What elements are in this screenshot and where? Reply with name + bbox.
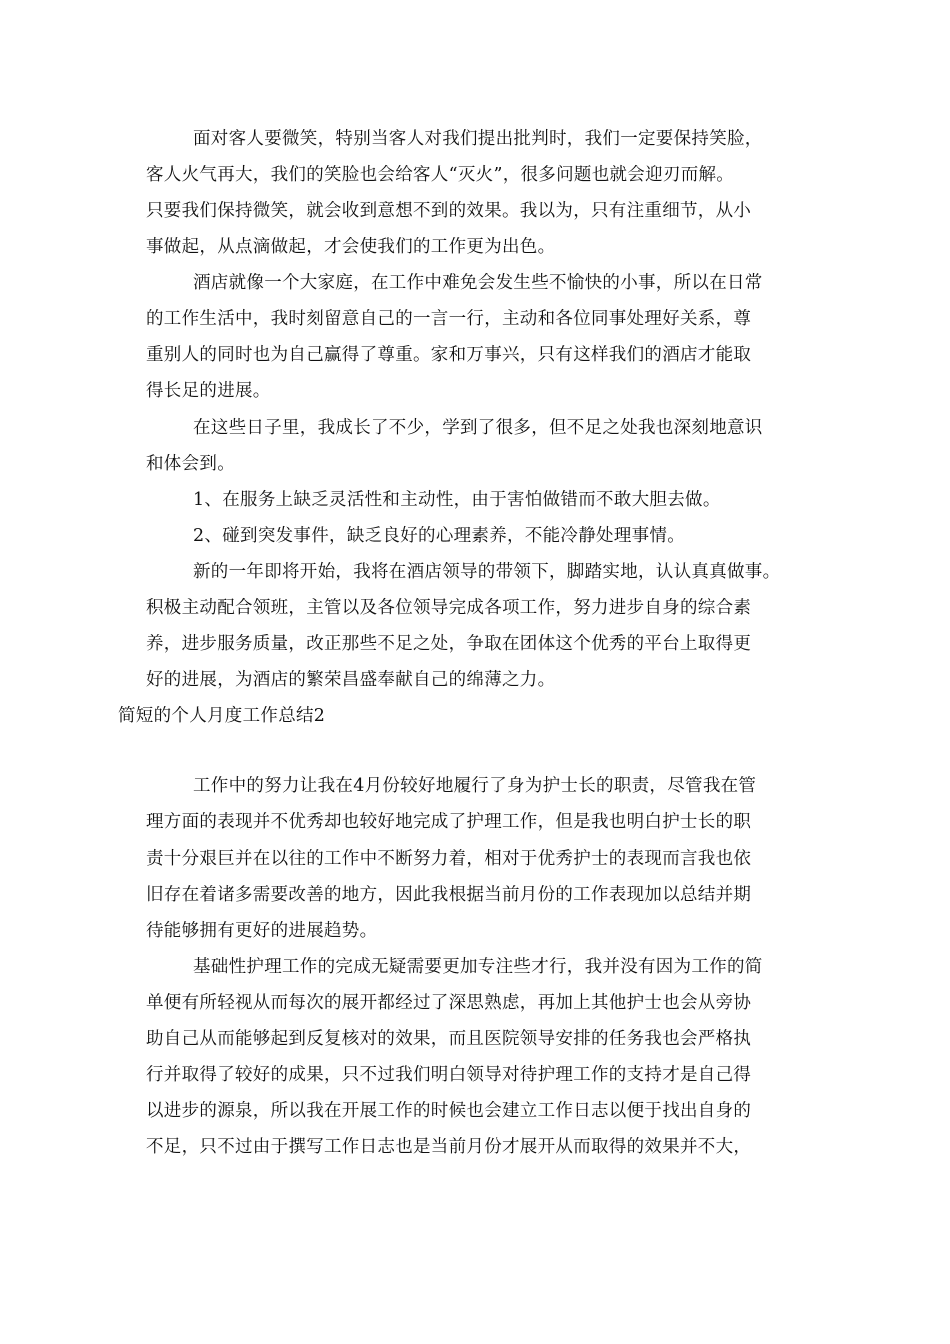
- text-line: 待能够拥有更好的进展趋势。: [146, 921, 378, 941]
- text-line: 重别人的同时也为自己赢得了尊重。家和万事兴，只有这样我们的酒店才能取: [146, 345, 752, 365]
- text-line: 2、碰到突发事件，缺乏良好的心理素养，不能冷静处理事情。: [193, 526, 686, 546]
- section-heading: 简短的个人月度工作总结2: [118, 706, 326, 726]
- text-line: 以进步的源泉，所以我在开展工作的时候也会建立工作日志以便于找出自身的: [146, 1101, 752, 1121]
- text-line: 面对客人要微笑，特别当客人对我们提出批判时，我们一定要保持笑脸，: [193, 129, 763, 149]
- text-line: 在这些日子里，我成长了不少，学到了很多，但不足之处我也深刻地意识: [193, 418, 763, 438]
- text-line: 理方面的表现并不优秀却也较好地完成了护理工作，但是我也明白护士长的职: [146, 812, 752, 832]
- text-line: 好的进展，为酒店的繁荣昌盛奉献自己的绵薄之力。: [146, 670, 556, 690]
- text-line: 客人火气再大，我们的笑脸也会给客人“灭火”，很多问题也就会迎刃而解。: [146, 165, 735, 185]
- text-line: 行并取得了较好的成果，只不过我们明白领导对待护理工作的支持才是自己得: [146, 1065, 752, 1085]
- text-line: 不足，只不过由于撰写工作日志也是当前月份才展开从而取得的效果并不大，: [146, 1137, 752, 1157]
- text-line: 只要我们保持微笑，就会收到意想不到的效果。我以为，只有注重细节，从小: [146, 201, 752, 221]
- text-line: 责十分艰巨并在以往的工作中不断努力着，相对于优秀护士的表现而言我也依: [146, 849, 752, 869]
- text-line: 得长足的进展。: [146, 381, 271, 401]
- text-line: 工作中的努力让我在4月份较好地履行了身为护士长的职责，尽管我在管: [193, 776, 757, 796]
- text-line: 基础性护理工作的完成无疑需要更加专注些才行，我并没有因为工作的简: [193, 957, 763, 977]
- text-line: 助自己从而能够起到反复核对的效果，而且医院领导安排的任务我也会严格执: [146, 1029, 752, 1049]
- text-line: 的工作生活中，我时刻留意自己的一言一行，主动和各位同事处理好关系，尊: [146, 309, 752, 329]
- text-line: 新的一年即将开始，我将在酒店领导的带领下，脚踏实地，认认真真做事。: [193, 562, 781, 582]
- text-line: 和体会到。: [146, 454, 235, 474]
- text-line: 单便有所轻视从而每次的展开都经过了深思熟虑，再加上其他护士也会从旁协: [146, 993, 752, 1013]
- text-line: 酒店就像一个大家庭，在工作中难免会发生些不愉快的小事，所以在日常: [193, 273, 763, 293]
- text-line: 旧存在着诸多需要改善的地方，因此我根据当前月份的工作表现加以总结并期: [146, 885, 752, 905]
- text-line: 养，进步服务质量，改正那些不足之处，争取在团体这个优秀的平台上取得更: [146, 634, 752, 654]
- text-line: 积极主动配合领班，主管以及各位领导完成各项工作，努力进步自身的综合素: [146, 598, 752, 618]
- text-line: 1、在服务上缺乏灵活性和主动性，由于害怕做错而不敢大胆去做。: [193, 490, 721, 510]
- text-line: 事做起，从点滴做起，才会使我们的工作更为出色。: [146, 237, 556, 257]
